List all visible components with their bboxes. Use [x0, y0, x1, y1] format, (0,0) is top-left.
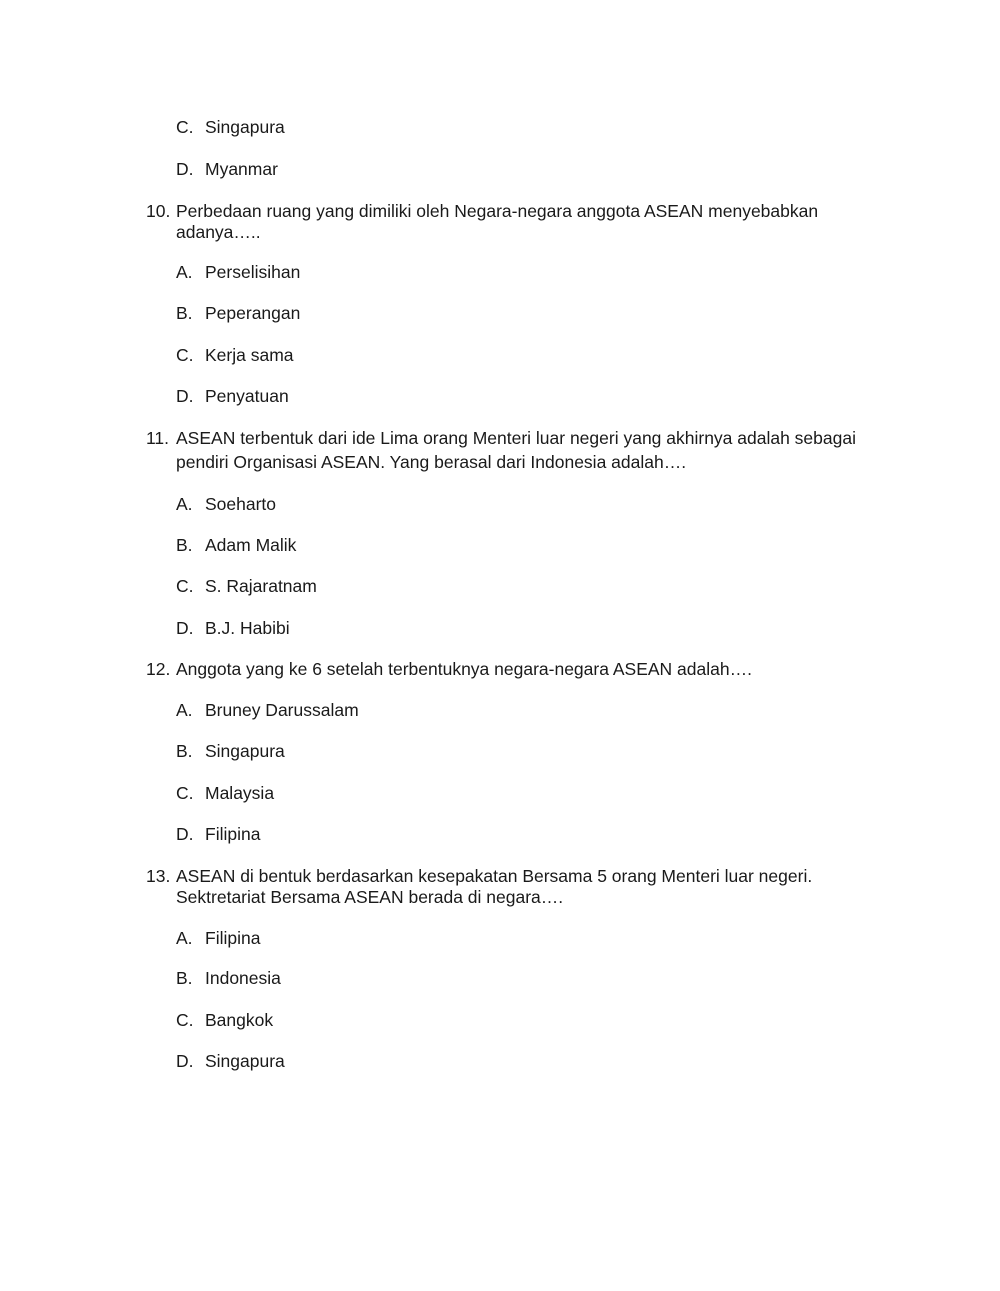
option-letter: D. — [176, 1051, 194, 1071]
option-text: Singapura — [205, 117, 285, 137]
option-text: B.J. Habibi — [205, 618, 290, 638]
option-q10-c[interactable] — [176, 345, 294, 366]
option-letter: D. — [176, 159, 194, 179]
option-letter: C. — [176, 1010, 194, 1030]
option-letter: D. — [176, 824, 194, 844]
option-letter: C. — [176, 783, 194, 803]
option-text: Soeharto — [205, 494, 277, 514]
option-q11-c[interactable] — [176, 576, 317, 597]
option-text: Adam Malik — [205, 535, 297, 555]
option-q10-d[interactable] — [176, 386, 289, 407]
option-text: S. Rajaratnam — [205, 576, 317, 596]
option-text: Malaysia — [205, 783, 275, 803]
option-text: Perselisihan — [205, 262, 301, 282]
question-text — [176, 428, 886, 473]
question-line: Sektretariat Bersama ASEAN berada di negara…. — [176, 887, 564, 907]
option-letter: A. — [176, 700, 193, 720]
question-line: adanya….. — [176, 222, 261, 242]
question-number: 10. — [146, 201, 171, 221]
option-letter: A. — [176, 262, 193, 282]
question-line: Perbedaan ruang yang dimiliki oleh Negara-negara anggota ASEAN menyebabkan — [176, 201, 819, 221]
option-text: Filipina — [205, 928, 261, 948]
option-letter: C. — [176, 576, 194, 596]
option-letter: C. — [176, 345, 194, 365]
option-text: Peperangan — [205, 303, 301, 323]
option-letter: D. — [176, 618, 194, 638]
question-text — [176, 866, 886, 908]
option-text: Filipina — [205, 824, 261, 844]
option-letter: B. — [176, 741, 193, 761]
option-q13-b[interactable] — [176, 968, 281, 989]
option-q11-b[interactable] — [176, 535, 296, 556]
option-q13-c[interactable] — [176, 1010, 273, 1031]
option-letter: B. — [176, 303, 193, 323]
option-q13-a[interactable] — [176, 928, 260, 949]
option-q10-b[interactable] — [176, 303, 300, 324]
question-line: ASEAN terbentuk dari ide Lima orang Menteri luar negeri yang akhirnya adalah sebagai — [176, 428, 856, 448]
option-text: Myanmar — [205, 159, 278, 179]
option-letter: D. — [176, 386, 194, 406]
option-letter: A. — [176, 494, 193, 514]
option-letter: B. — [176, 968, 193, 988]
option-letter: B. — [176, 535, 193, 555]
question-10 — [146, 201, 886, 243]
option-letter: C. — [176, 117, 194, 137]
question-11 — [146, 428, 886, 473]
option-q12-d[interactable] — [176, 824, 260, 845]
option-text: Kerja sama — [205, 345, 294, 365]
option-q10-a[interactable] — [176, 262, 300, 283]
option-letter: A. — [176, 928, 193, 948]
question-line: Anggota yang ke 6 setelah terbentuknya negara-negara ASEAN adalah…. — [176, 659, 752, 679]
question-number: 13. — [146, 866, 171, 886]
option-text: Singapura — [205, 741, 285, 761]
option-text: Bruney Darussalam — [205, 700, 359, 720]
question-number: 12. — [146, 659, 171, 679]
question-text — [176, 659, 886, 680]
option-text: Penyatuan — [205, 386, 289, 406]
option-q12-a[interactable] — [176, 700, 359, 721]
question-number: 11. — [146, 428, 170, 448]
option-q11-d[interactable] — [176, 618, 290, 639]
option-text: Bangkok — [205, 1010, 274, 1030]
question-13 — [146, 866, 886, 908]
option-q12-b[interactable] — [176, 741, 285, 762]
option-q13-d[interactable] — [176, 1051, 285, 1072]
question-line: pendiri Organisasi ASEAN. Yang berasal dari Indonesia adalah…. — [176, 452, 687, 472]
option-q9-c[interactable] — [176, 117, 285, 138]
option-text: Indonesia — [205, 968, 281, 988]
question-12 — [146, 659, 886, 680]
option-q12-c[interactable] — [176, 783, 274, 804]
question-text — [176, 201, 886, 243]
question-line: ASEAN di bentuk berdasarkan kesepakatan Bersama 5 orang Menteri luar negeri. — [176, 866, 813, 886]
option-text: Singapura — [205, 1051, 285, 1071]
option-q9-d[interactable] — [176, 159, 278, 180]
option-q11-a[interactable] — [176, 494, 276, 515]
